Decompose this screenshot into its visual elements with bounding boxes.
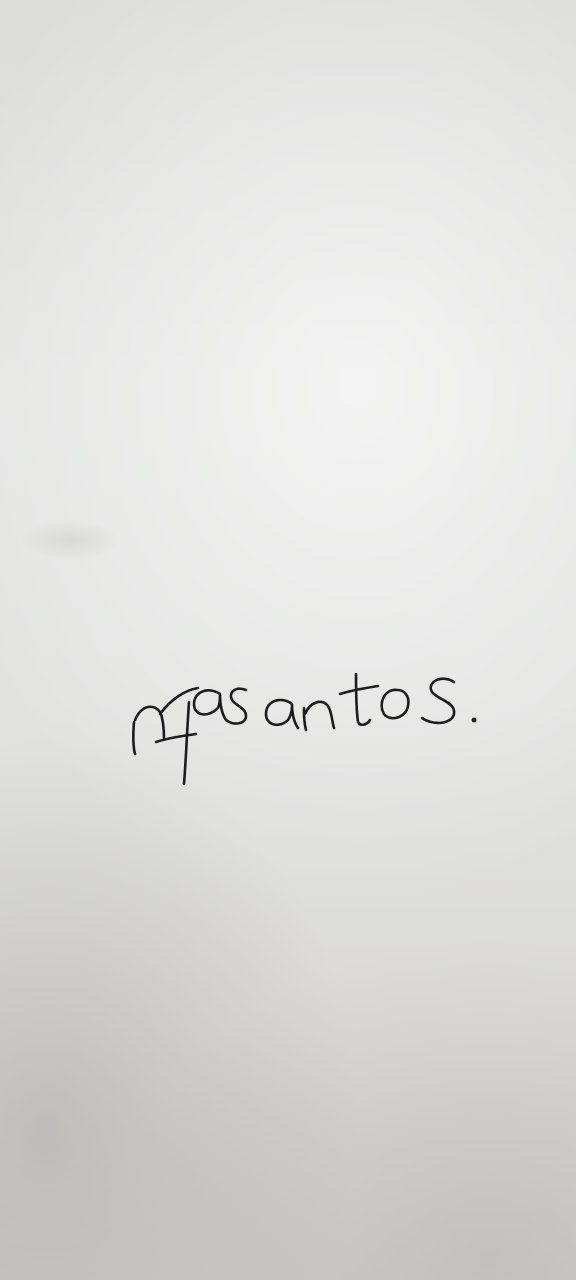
paper-crease bbox=[20, 520, 120, 560]
stroke-descender bbox=[184, 702, 189, 784]
handwritten-signature bbox=[120, 660, 500, 800]
stroke-crossbar bbox=[156, 734, 196, 742]
stroke-n bbox=[304, 702, 334, 730]
stroke-s1 bbox=[226, 689, 246, 724]
signature-drawing bbox=[120, 660, 500, 800]
stroke-s2 bbox=[422, 679, 454, 723]
period-dot bbox=[472, 718, 477, 723]
stroke-t-cross bbox=[340, 686, 378, 694]
stroke-m-hump bbox=[135, 707, 164, 738]
stroke-t-stem bbox=[356, 674, 370, 725]
stroke-a2 bbox=[266, 700, 298, 728]
stroke-a bbox=[194, 690, 226, 720]
stroke-m-tail bbox=[160, 688, 198, 714]
stroke-m-left bbox=[133, 722, 135, 754]
stroke-o bbox=[382, 690, 409, 718]
